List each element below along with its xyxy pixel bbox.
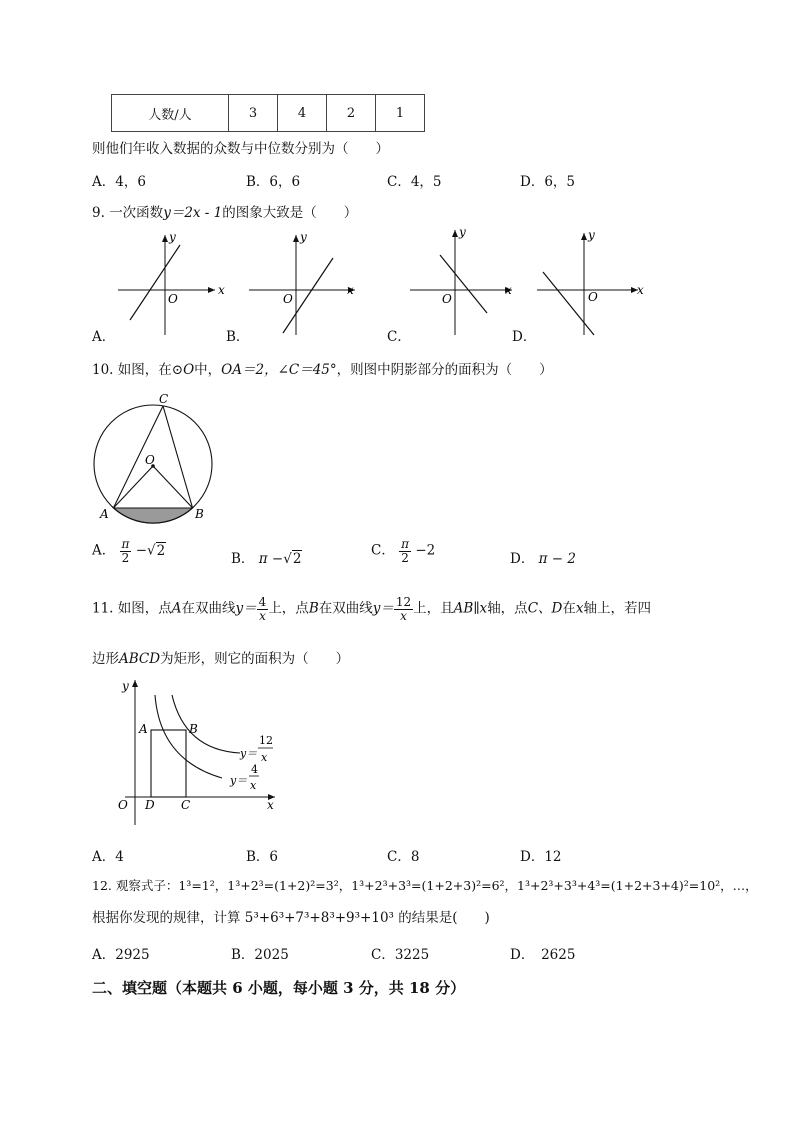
table-cell: 3	[229, 95, 278, 132]
q10-condition: OA＝2，∠C＝45°	[221, 362, 337, 378]
curve-y-12-over-x	[172, 695, 240, 753]
q12-option-a[interactable]: A．2925	[92, 947, 150, 963]
denominator: 2	[401, 550, 409, 565]
curve-label-numerator: 12	[259, 734, 273, 747]
point-d-label: D	[145, 798, 155, 812]
table-cell: 1	[376, 95, 425, 132]
option-letter: A．	[92, 542, 116, 559]
q11-stem-line2	[92, 647, 349, 667]
curve-label-denominator: x	[250, 779, 257, 792]
axis-x-label: x	[267, 798, 274, 812]
q9-stem-pre: 一次函数	[109, 205, 164, 221]
point-a-label: A	[139, 722, 148, 736]
q9-stem	[92, 201, 357, 221]
pi-symbol: π	[258, 551, 268, 567]
point-c-label: C	[159, 392, 169, 406]
curve-label-lhs: y＝	[240, 747, 258, 760]
text: 轴上，若四	[583, 600, 651, 617]
origin-label: O	[168, 292, 178, 306]
q10-stem-a: 如图，在	[117, 362, 172, 378]
origin-label: O	[442, 292, 452, 306]
text: 在双曲线	[181, 600, 236, 617]
q8-stem: 则他们年收入数据的众数与中位数分别为（ ）	[92, 141, 389, 157]
q10-number: 10.	[92, 362, 114, 378]
q11-option-c[interactable]: C．8	[387, 849, 420, 865]
option-value: π − 2	[538, 551, 576, 567]
table-header-cell: 人数/人	[112, 95, 229, 132]
income-table	[111, 94, 425, 132]
origin-label: O	[283, 292, 293, 306]
option-letter: D．	[510, 551, 535, 567]
q10-stem-c: ，则图中阴影部分的面积为（ ）	[336, 362, 553, 378]
q8-option-a[interactable]: A．4，6	[92, 174, 146, 190]
curve-label-denominator: x	[261, 751, 268, 764]
curve-label-lhs: y＝	[230, 774, 248, 787]
table-cell: 4	[278, 95, 327, 132]
q9-stem-post: 的图象大致是（ ）	[222, 205, 358, 221]
origin-label: O	[588, 290, 598, 304]
q9-graph-d	[537, 228, 644, 335]
point-b-label: B	[189, 722, 198, 736]
text: 上，点	[268, 600, 309, 617]
q9-graphs	[0, 225, 794, 340]
q11-option-b[interactable]: B．6	[246, 849, 279, 865]
axis-y-label: y	[122, 679, 129, 693]
q12-option-c[interactable]: C．3225	[371, 947, 430, 963]
text: 轴，点	[487, 600, 528, 617]
q11-option-d[interactable]: D．12	[520, 849, 562, 865]
point-label: B	[308, 600, 319, 617]
fraction	[399, 538, 411, 564]
q10-stem-b: 中，	[194, 362, 222, 378]
q9-option-a[interactable]: A．	[92, 329, 116, 345]
q9-graph-c	[410, 225, 512, 335]
point-b-label: B	[195, 507, 204, 521]
numerator: π	[401, 537, 410, 551]
q11-hyperbola-figure	[110, 675, 285, 835]
axis-x-label: x	[637, 283, 644, 297]
point-c-label: C	[181, 798, 191, 812]
q9-option-c[interactable]: C．	[387, 329, 411, 345]
fraction	[394, 596, 413, 622]
q9-graph-b	[249, 230, 355, 335]
q11-option-a[interactable]: A．4	[92, 849, 124, 865]
minus-sign: −	[271, 551, 284, 567]
text: 边形	[92, 651, 119, 667]
q9-function: y＝2x - 1	[163, 205, 223, 221]
q11-number: 11.	[92, 600, 114, 617]
number-two: 2	[426, 542, 436, 559]
q9-number: 9.	[92, 205, 105, 221]
equation-lhs: y＝	[235, 600, 257, 617]
text: 为矩形，则它的面积为（ ）	[160, 651, 350, 667]
q8-option-d[interactable]: D．6，5	[520, 174, 576, 190]
denominator: x	[400, 608, 407, 623]
text: 如图，点	[117, 600, 172, 617]
q12-option-d[interactable]: D． 2625	[510, 947, 576, 963]
origin-label: O	[118, 798, 128, 812]
numerator: 4	[258, 595, 267, 609]
q12-stem-line2: 根据你发现的规律，计算 5³+6³+7³+8³+9³+10³ 的结果是( )	[92, 910, 490, 926]
point-label: A	[171, 600, 182, 617]
q10-circle-figure	[85, 390, 225, 525]
radicand: 2	[292, 551, 302, 567]
q10-option-c[interactable]	[371, 538, 435, 564]
equation-lhs: y＝	[372, 600, 394, 617]
q12-stem-line1: 12. 观察式子：1³=1²，1³+2³=(1+2)²=3²，1³+2³+3³=(1+2+3)²=6²，1³+2³+3³+4³=(1+2+3+4)²=10²，…，	[92, 878, 758, 893]
axis-x-label: x	[505, 283, 512, 297]
axis-x-label: x	[218, 283, 225, 297]
parallel-condition: AB∥x	[453, 600, 488, 617]
fraction	[257, 596, 269, 622]
option-letter: C．	[371, 542, 395, 559]
axis-y-label: y	[300, 230, 307, 244]
q8-option-c[interactable]: C．4，5	[387, 174, 442, 190]
circle-symbol: ⊙	[171, 362, 184, 378]
table-row	[112, 95, 425, 132]
option-letter: B．	[231, 551, 255, 567]
axis-y-label: y	[459, 225, 466, 239]
rectangle-label: ABCD	[119, 651, 161, 667]
q10-stem	[92, 358, 553, 378]
text: 在双曲线	[318, 600, 373, 617]
curve-y-4-over-x	[155, 695, 222, 778]
axis-name: x	[575, 600, 584, 617]
table-cell: 2	[327, 95, 376, 132]
text: 上，且	[413, 600, 454, 617]
fraction	[120, 538, 132, 564]
q11-stem-line1	[92, 596, 651, 622]
numerator: 12	[395, 595, 412, 609]
axis-y-label: y	[169, 230, 176, 244]
q9-option-b[interactable]: B．	[226, 329, 250, 345]
axis-x-label: x	[347, 283, 354, 297]
q9-option-d[interactable]: D．	[512, 329, 537, 345]
minus-sign: −	[415, 542, 427, 559]
q12-option-b[interactable]: B．2025	[231, 947, 289, 963]
q10-option-a[interactable]: A． $\frac{\pi}{2}$ −√2	[92, 537, 166, 565]
radicand: 2	[156, 542, 166, 559]
q8-option-b[interactable]: B．6，6	[246, 174, 301, 190]
denominator: 2	[121, 550, 130, 565]
point-labels: C、D	[527, 600, 563, 617]
q10-option-b[interactable]: B． π −√2	[231, 551, 302, 567]
text: 在	[562, 600, 576, 617]
axis-y-label: y	[588, 228, 595, 242]
circle-center-label: O	[183, 362, 195, 378]
q10-option-d[interactable]	[510, 547, 576, 567]
numerator: π	[121, 537, 130, 551]
curve-label-numerator: 4	[251, 763, 258, 776]
point-a-label: A	[100, 507, 109, 521]
denominator: x	[259, 608, 266, 623]
q9-graph-a	[118, 230, 225, 335]
section-heading: 二、填空题（本题共 6 小题，每小题 3 分，共 18 分）	[92, 979, 466, 997]
minus-sign: −	[135, 542, 148, 559]
point-o-label: O	[145, 453, 155, 467]
